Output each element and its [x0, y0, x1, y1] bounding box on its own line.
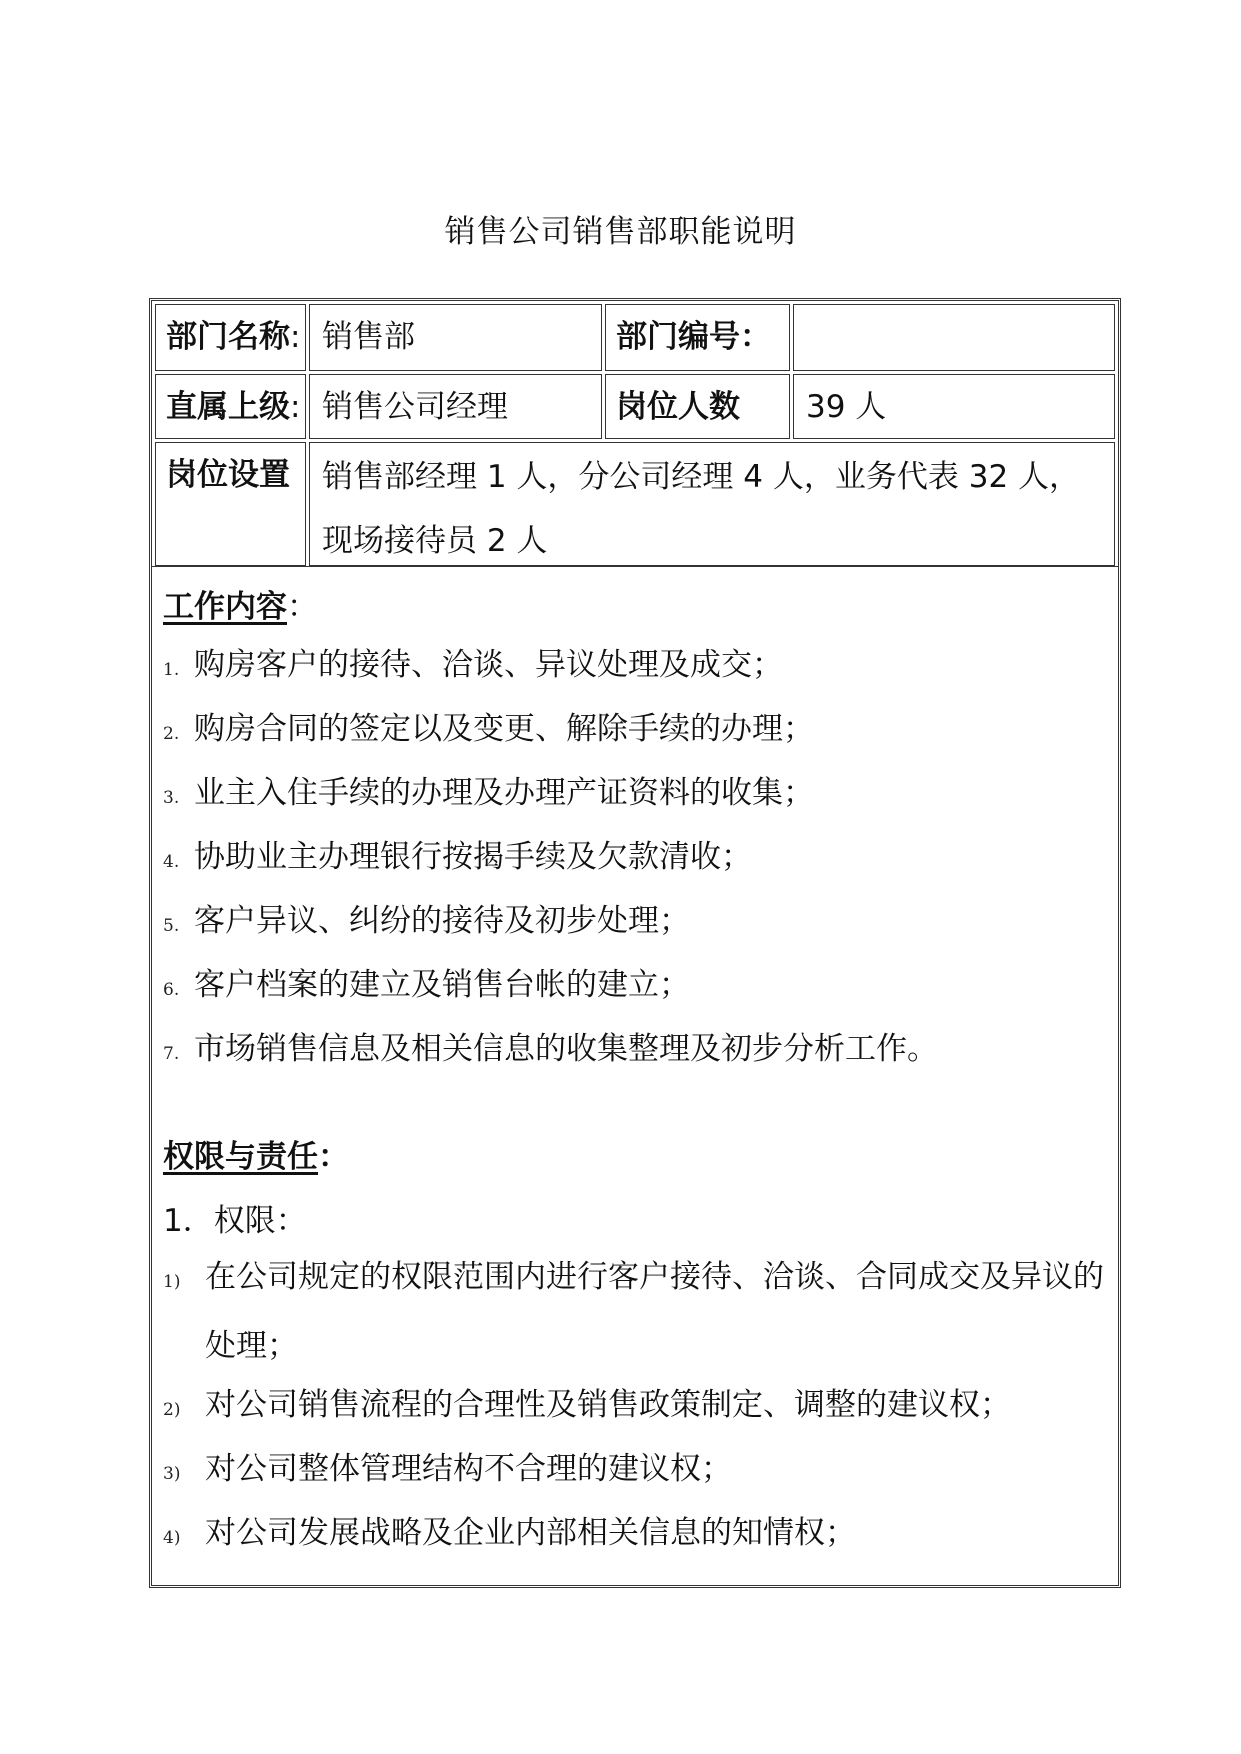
work-item [163, 825, 1108, 894]
headcount-label-cell [605, 374, 790, 439]
work-item-number: 7. [163, 1044, 180, 1064]
document-title: 销售公司销售部职能说明 [444, 214, 797, 250]
work-item-number: 6. [163, 980, 180, 1000]
work-item [163, 697, 1108, 766]
positions-value-cell [309, 442, 1115, 566]
authority-subheading: 1．权限： [163, 1203, 307, 1239]
work-item-number: 3. [163, 788, 180, 808]
authority-item [163, 1501, 1108, 1570]
positions-value: 销售部经理 1 人，分公司经理 4 人，业务代表 32 人，现场接待员 2 人 [322, 459, 1081, 559]
superior-value-cell [309, 374, 602, 439]
work-item-text: 客户档案的建立及销售台帐的建立； [194, 967, 690, 1003]
work-item-text: 协助业主办理银行按揭手续及欠款清收； [194, 839, 752, 875]
work-item [163, 761, 1108, 830]
work-item [163, 1017, 1108, 1086]
positions-label-cell [155, 442, 306, 566]
dept-name-label: 部门名称 [166, 319, 290, 355]
dept-name-value-cell [309, 304, 602, 371]
work-content-heading-colon: ： [287, 589, 318, 625]
work-item-text: 购房客户的接待、洽谈、异议处理及成交； [194, 647, 783, 683]
work-item [163, 953, 1108, 1022]
dept-code-label: 部门编号： [616, 319, 771, 355]
positions-label: 岗位设置 [166, 457, 290, 493]
authority-item-number: 2) [163, 1400, 181, 1420]
superior-label: 直属上级 [166, 389, 290, 425]
authority-heading [163, 1137, 349, 1177]
dept-name-label-cell [155, 304, 306, 371]
authority-item-text: 对公司销售流程的合理性及销售政策制定、调整的建议权； [205, 1387, 1011, 1423]
dept-name-value: 销售部 [322, 319, 415, 355]
authority-item [163, 1245, 1108, 1378]
label-colon: : [290, 389, 301, 425]
work-item-number: 4. [163, 852, 180, 872]
authority-item-number: 1) [163, 1272, 181, 1292]
work-item-text: 购房合同的签定以及变更、解除手续的办理； [194, 711, 814, 747]
work-item-text: 业主入住手续的办理及办理产证资料的收集； [194, 775, 814, 811]
work-item-number: 2. [163, 724, 180, 744]
work-item-number: 1. [163, 660, 180, 680]
work-item-number: 5. [163, 916, 180, 936]
work-item [163, 633, 1108, 702]
work-content-heading-text: 工作内容 [163, 589, 287, 625]
work-item [163, 889, 1108, 958]
authority-item-text: 对公司整体管理结构不合理的建议权； [205, 1451, 732, 1487]
authority-item-number: 3) [163, 1464, 181, 1484]
content-area [152, 566, 1118, 1585]
work-content-heading [163, 587, 318, 627]
work-item-text: 市场销售信息及相关信息的收集整理及初步分析工作。 [194, 1031, 938, 1067]
label-colon: : [290, 319, 301, 355]
dept-code-label-cell [605, 304, 790, 371]
authority-item-text: 在公司规定的权限范围内进行客户接待、洽谈、合同成交及异议的处理； [205, 1259, 1104, 1364]
headcount-value: 39 人 [806, 389, 887, 425]
work-item-text: 客户异议、纠纷的接待及初步处理； [194, 903, 690, 939]
authority-heading-text: 权限与责任 [163, 1139, 318, 1175]
authority-item [163, 1373, 1108, 1442]
superior-value: 销售公司经理 [322, 389, 508, 425]
function-sheet [149, 298, 1121, 1588]
authority-item [163, 1437, 1108, 1506]
authority-item-text: 对公司发展战略及企业内部相关信息的知情权； [205, 1515, 856, 1551]
authority-heading-colon: ： [318, 1139, 349, 1175]
dept-code-value-cell [793, 304, 1115, 371]
superior-label-cell [155, 374, 306, 439]
authority-item-number: 4) [163, 1528, 181, 1548]
headcount-value-cell [793, 374, 1115, 439]
headcount-label: 岗位人数 [616, 389, 740, 425]
